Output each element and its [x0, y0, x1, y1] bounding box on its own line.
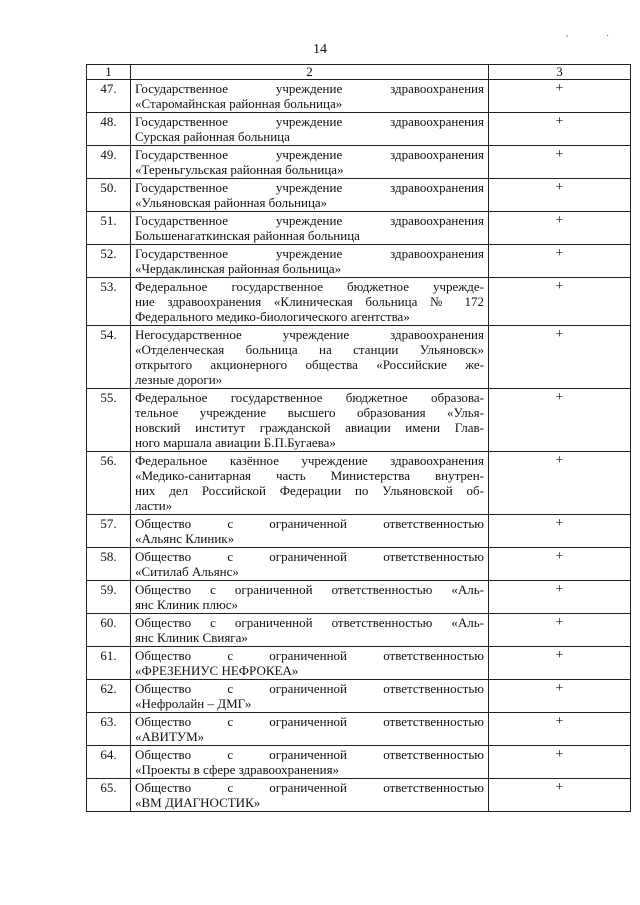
institution-name: [131, 614, 489, 647]
institution-name-line: Общество с ограниченной ответственностью: [135, 648, 484, 663]
institution-name-line: Государственное учреждение здравоохранения: [135, 114, 484, 129]
institution-name-line: Общество с ограниченной ответственностью: [135, 516, 484, 531]
table-row: [87, 80, 631, 113]
institution-name-line: Федеральное казённое учреждение здравоохранения: [135, 453, 484, 468]
institution-name-line: «Чердаклинская районная больница»: [135, 261, 342, 276]
institution-name-line: Сурская районная больница: [135, 129, 290, 144]
table-row: [87, 779, 631, 812]
institution-name-line: Государственное учреждение здравоохранения: [135, 147, 484, 162]
institution-name: [131, 389, 489, 452]
institution-name-line: Большенагаткинская районная больница: [135, 228, 360, 243]
table-row: [87, 179, 631, 212]
institution-name-line: Негосударственное учреждение здравоохранения: [135, 327, 484, 342]
table-row: [87, 614, 631, 647]
table-row: [87, 146, 631, 179]
institution-name-line: Федеральное государственное бюджетное учрежде-: [135, 279, 484, 294]
institution-name: [131, 746, 489, 779]
institution-name-line: Общество с ограниченной ответственностью «Аль-: [135, 582, 484, 597]
institution-name: [131, 713, 489, 746]
inclusion-mark: +: [489, 113, 631, 146]
table-row: [87, 278, 631, 326]
institution-name-line: «Проекты в сфере здравоохранения»: [135, 762, 340, 777]
institution-name-line: новский институт гражданской авиации имени Глав-: [135, 420, 484, 435]
institution-name: [131, 179, 489, 212]
inclusion-mark: +: [489, 515, 631, 548]
table-row: [87, 452, 631, 515]
row-number: 62.: [87, 680, 131, 713]
institution-name: [131, 146, 489, 179]
institution-name-line: «Ситилаб Альянс»: [135, 564, 239, 579]
institution-name: [131, 515, 489, 548]
row-number: 57.: [87, 515, 131, 548]
institution-name-line: ного маршала авиации Б.П.Бугаева»: [135, 435, 336, 450]
institution-name: [131, 113, 489, 146]
table-body: [87, 80, 631, 812]
institution-name-line: янс Клиник плюс»: [135, 597, 238, 612]
table-row: [87, 389, 631, 452]
table-row: [87, 515, 631, 548]
institution-name-line: янс Клиник Свияга»: [135, 630, 248, 645]
institution-name-line: открытого акционерного общества «Российские же-: [135, 357, 484, 372]
institution-name-line: Общество с ограниченной ответственностью: [135, 714, 484, 729]
row-number: 58.: [87, 548, 131, 581]
inclusion-mark: +: [489, 713, 631, 746]
institution-name: [131, 548, 489, 581]
institution-name-line: Государственное учреждение здравоохранения: [135, 81, 484, 96]
institution-name-line: Общество с ограниченной ответственностью: [135, 549, 484, 564]
institution-name-line: Общество с ограниченной ответственностью: [135, 681, 484, 696]
table-row: [87, 647, 631, 680]
institution-name-line: ласти»: [135, 498, 173, 513]
institution-name: [131, 779, 489, 812]
table-row: [87, 581, 631, 614]
header-col-1: 1: [87, 65, 131, 80]
table-row: [87, 245, 631, 278]
inclusion-mark: +: [489, 278, 631, 326]
inclusion-mark: +: [489, 389, 631, 452]
page-number: 14: [313, 42, 327, 57]
table-row: [87, 680, 631, 713]
inclusion-mark: +: [489, 146, 631, 179]
institution-name-line: «ВМ ДИАГНОСТИК»: [135, 795, 261, 810]
institution-name-line: Федерального медико-биологического агентства»: [135, 309, 410, 324]
header-col-2: 2: [131, 65, 489, 80]
header-col-3: 3: [489, 65, 631, 80]
institution-name: [131, 80, 489, 113]
institution-name-line: Федеральное государственное бюджетное образова-: [135, 390, 484, 405]
institution-name: [131, 680, 489, 713]
institution-name-line: «Ульяновская районная больница»: [135, 195, 328, 210]
corner-marks: , .: [566, 28, 627, 38]
table-row: [87, 713, 631, 746]
institution-name-line: Общество с ограниченной ответственностью: [135, 747, 484, 762]
inclusion-mark: +: [489, 581, 631, 614]
inclusion-mark: +: [489, 212, 631, 245]
institution-name-line: ние здравоохранения «Клиническая больница № 172: [135, 294, 484, 309]
institution-name-line: «Старомайнская районная больница»: [135, 96, 343, 111]
institution-name-line: Государственное учреждение здравоохранения: [135, 213, 484, 228]
row-number: 47.: [87, 80, 131, 113]
institution-name: [131, 581, 489, 614]
row-number: 51.: [87, 212, 131, 245]
institution-name-line: «ФРЕЗЕНИУС НЕФРОКЕА»: [135, 663, 299, 678]
row-number: 49.: [87, 146, 131, 179]
row-number: 64.: [87, 746, 131, 779]
row-number: 53.: [87, 278, 131, 326]
inclusion-mark: +: [489, 746, 631, 779]
row-number: 59.: [87, 581, 131, 614]
institution-name: [131, 326, 489, 389]
institution-name: [131, 647, 489, 680]
institution-name-line: «Медико-санитарная часть Министерства внутрен-: [135, 468, 484, 483]
table-header-row: [87, 65, 631, 80]
table-row: [87, 212, 631, 245]
institutions-table-container: [86, 64, 630, 812]
institution-name-line: «АВИТУМ»: [135, 729, 205, 744]
row-number: 63.: [87, 713, 131, 746]
institution-name-line: «Нефролайн – ДМГ»: [135, 696, 252, 711]
inclusion-mark: +: [489, 647, 631, 680]
inclusion-mark: +: [489, 245, 631, 278]
table-row: [87, 746, 631, 779]
row-number: 54.: [87, 326, 131, 389]
table-row: [87, 113, 631, 146]
row-number: 48.: [87, 113, 131, 146]
institution-name: [131, 452, 489, 515]
institution-name-line: «Тереньгульская районная больница»: [135, 162, 344, 177]
row-number: 61.: [87, 647, 131, 680]
row-number: 56.: [87, 452, 131, 515]
institution-name-line: тельное учреждение высшего образования «Улья-: [135, 405, 484, 420]
inclusion-mark: +: [489, 452, 631, 515]
row-number: 50.: [87, 179, 131, 212]
institutions-table: [86, 64, 631, 812]
institution-name: [131, 245, 489, 278]
inclusion-mark: +: [489, 548, 631, 581]
institution-name-line: Общество с ограниченной ответственностью: [135, 780, 484, 795]
row-number: 60.: [87, 614, 131, 647]
institution-name: [131, 212, 489, 245]
inclusion-mark: +: [489, 179, 631, 212]
institution-name-line: них дел Российской Федерации по Ульяновской об-: [135, 483, 484, 498]
institution-name: [131, 278, 489, 326]
inclusion-mark: +: [489, 326, 631, 389]
table-row: [87, 548, 631, 581]
inclusion-mark: +: [489, 680, 631, 713]
institution-name-line: Государственное учреждение здравоохранения: [135, 246, 484, 261]
row-number: 55.: [87, 389, 131, 452]
institution-name-line: «Отделенческая больница на станции Ульяновск»: [135, 342, 484, 357]
inclusion-mark: +: [489, 80, 631, 113]
institution-name-line: Государственное учреждение здравоохранения: [135, 180, 484, 195]
row-number: 52.: [87, 245, 131, 278]
table-row: [87, 326, 631, 389]
institution-name-line: Общество с ограниченной ответственностью «Аль-: [135, 615, 484, 630]
inclusion-mark: +: [489, 779, 631, 812]
institution-name-line: «Альянс Клиник»: [135, 531, 235, 546]
inclusion-mark: +: [489, 614, 631, 647]
row-number: 65.: [87, 779, 131, 812]
institution-name-line: лезные дороги»: [135, 372, 223, 387]
